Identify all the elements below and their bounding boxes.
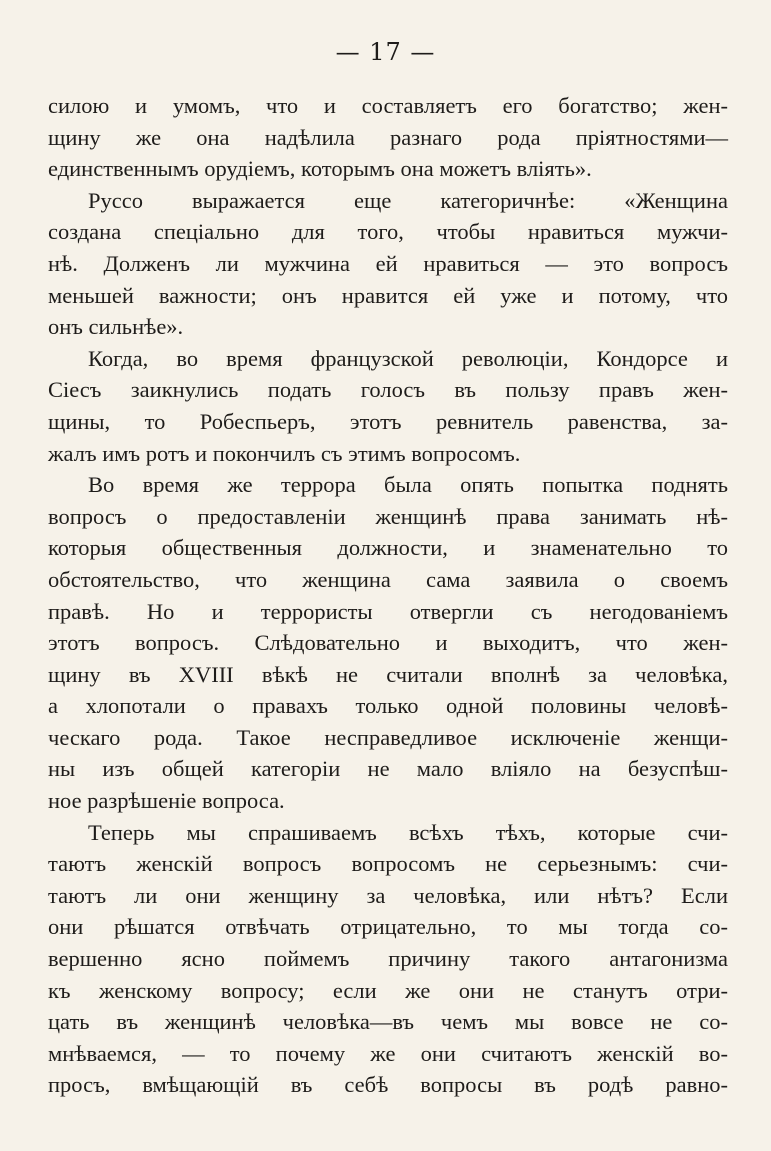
text-line: нѣ. Долженъ ли мужчина ей нравиться — это вопросъ [48, 250, 728, 276]
text-line: жалъ имъ ротъ и покончилъ съ этимъ вопросомъ. [48, 440, 521, 466]
text-line: мнѣваемся, — то почему же они считаютъ женскій во- [48, 1040, 728, 1066]
text-line: ное разрѣшеніе вопроса. [48, 788, 285, 814]
text-line: Теперь мы спрашиваемъ всѣхъ тѣхъ, которые счи- [88, 819, 728, 845]
text-line: которыя общественныя должности, и знаменательно то [48, 535, 728, 561]
text-line: цать въ женщинѣ человѣка—въ чемъ мы вовсе не со- [48, 1009, 728, 1035]
text-line: силою и умомъ, что и составляетъ его богатство; жен- [48, 93, 728, 118]
text-line: правѣ. Но и террористы отвергли съ негодованіемъ [48, 598, 728, 624]
text-line: обстоятельство, что женщина сама заявила о своемъ [48, 566, 728, 592]
text-line: просъ, вмѣщающій въ себѣ вопросы въ родѣ равно- [48, 1072, 728, 1098]
text-line: вершенно ясно поймемъ причину такого антагонизма [48, 946, 728, 972]
text-line: щину въ XVIII вѣкѣ не считали вполнѣ за человѣка, [48, 661, 728, 687]
text-line: они рѣшатся отвѣчать отрицательно, то мы тогда со- [48, 914, 728, 940]
text-line: таютъ женскій вопросъ вопросомъ не серьезнымъ: счи- [48, 851, 728, 877]
text-line: меньшей важности; онъ нравится ей уже и потому, что [48, 282, 728, 308]
text-line: Сіесъ заикнулись подать голосъ въ пользу правъ жен- [48, 377, 728, 403]
text-line: вопросъ о предоставленіи женщинѣ права занимать нѣ- [48, 503, 728, 529]
text-line: къ женскому вопросу; если же они не станутъ отри- [48, 977, 728, 1003]
text-line: онъ сильнѣе». [48, 314, 184, 340]
text-line: щину же она надѣлила разнаго рода пріятностями— [48, 124, 728, 150]
text-line: ческаго рода. Такое несправедливое исключеніе женщи- [48, 724, 728, 750]
body-text [48, 90, 728, 1101]
text-line: а хлопотали о правахъ только одной половины человѣ- [48, 693, 728, 719]
text-line: создана спеціально для того, чтобы нравиться мужчи- [48, 219, 728, 245]
text-line: Во время же террора была опять попытка поднять [88, 472, 728, 498]
text-line: таютъ ли они женщину за человѣка, или нѣтъ? Если [48, 882, 728, 908]
text-line: ны изъ общей категоріи не мало вліяло на безуспѣш- [48, 756, 728, 782]
page-number: — 17 — [335, 38, 436, 66]
text-line: Когда, во время французской революціи, Кондорсе и [88, 345, 728, 371]
text-line: Руссо выражается еще категоричнѣе: «Женщина [88, 187, 728, 213]
text-line: этотъ вопросъ. Слѣдовательно и выходитъ, что жен- [48, 630, 728, 656]
text-line: щины, то Робеспьеръ, этотъ ревнитель равенства, за- [48, 408, 728, 434]
text-line: единственнымъ орудіемъ, которымъ она можетъ вліять». [48, 156, 592, 182]
